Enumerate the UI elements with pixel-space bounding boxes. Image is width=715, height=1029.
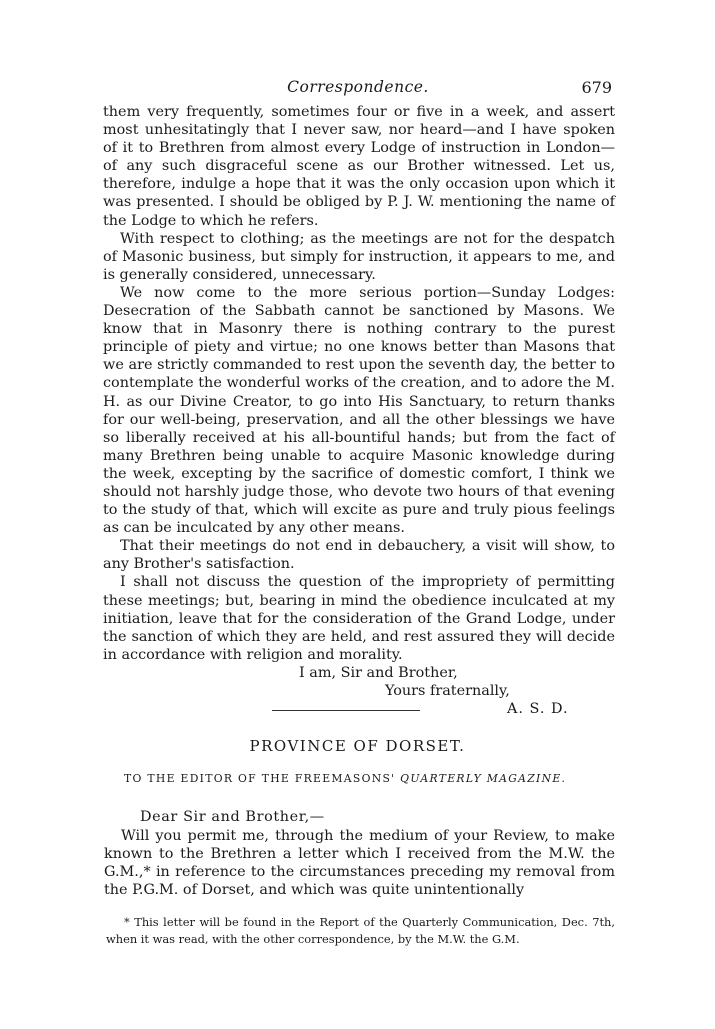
paragraph-1: them very frequently, sometimes four or five in a week, and assert most unhesitatingly that I never saw, nor heard—and I have spoken of it to Brethren from almost every Lodge of instruction in London—of any such disgraceful scene as our Brother witnessed. Let us, therefore, indulge a hope that it was the only occasion upon which it was presented. I should be obliged by P. J. W. mentioning the name of the Lodge to which he refers. [103, 104, 615, 229]
section-divider [272, 710, 420, 711]
footnote: * This letter will be found in the Report of the Quarterly Communication, Dec. 7th, when it was read, with the other correspondence, by the M.W. the G.M. [106, 915, 615, 946]
signature: A. S. D. [507, 701, 569, 718]
signoff-line-1: I am, Sir and Brother, [299, 664, 458, 681]
running-header [104, 78, 612, 100]
letter-opening: Will you permit me, through the medium of your Review, to make known to the Brethren a letter which I received from the M.W. the G.M.,* in reference to the circumstances preceding my removal from the P.G.M. of Dorset, and which was quite unintentionally [104, 828, 615, 899]
page-number: 679 [581, 78, 612, 97]
addressee-magazine: QUARTERLY MAGAZINE. [400, 772, 567, 785]
paragraph-3: We now come to the more serious portion—Sunday Lodges: Desecration of the Sabbath cannot be sanctioned by Masons. We know that in Masonry there is nothing contrary to the purest principle of piety and virtue; no one knows better than Masons that we are strictly commanded to rest upon the seventh day, the better to contemplate the wonderful works of the creation, and to adore the M. H. as our Divine Creator, to go into His Sanctuary, to return thanks for our well-being, preservation, and all the other blessings we have so liberally received at his all-bountiful hands; but from the fact of many Brethren being unable to acquire Masonic knowledge during the week, excepting by the sacrifice of domestic comfort, I think we should not harshly judge those, who devote two hours of that evening to the study of that, which will excite as pure and truly pious feelings as can be inculcated by any other means. [103, 284, 615, 537]
salutation: Dear Sir and Brother,— [140, 809, 325, 825]
addressee-prefix: TO THE EDITOR OF THE FREEMASONS' [124, 772, 396, 785]
letter-continuation [103, 103, 615, 718]
section-title: PROVINCE OF DORSET. [249, 737, 466, 755]
running-title: Correspondence. [287, 78, 429, 96]
paragraph-2: With respect to clothing; as the meetings are not for the despatch of Masonic business, but simply for instruction, it appears to me, and is generally considered, unnecessary. [103, 230, 615, 283]
new-letter [104, 808, 615, 899]
paragraph-5: I shall not discuss the question of the impropriety of permitting these meetings; but, bearing in mind the obedience inculcated at my initiation, leave that for the consideration of the Grand Lodge, under the sanction of which they are held, and rest assured they will decide in accordance with religion and morality. [103, 574, 615, 663]
addressee-line [124, 772, 616, 785]
signoff-line-2: Yours fraternally, [385, 683, 510, 699]
paragraph-4: That their meetings do not end in debauchery, a visit will show, to any Brother's satisfaction. [103, 538, 615, 573]
